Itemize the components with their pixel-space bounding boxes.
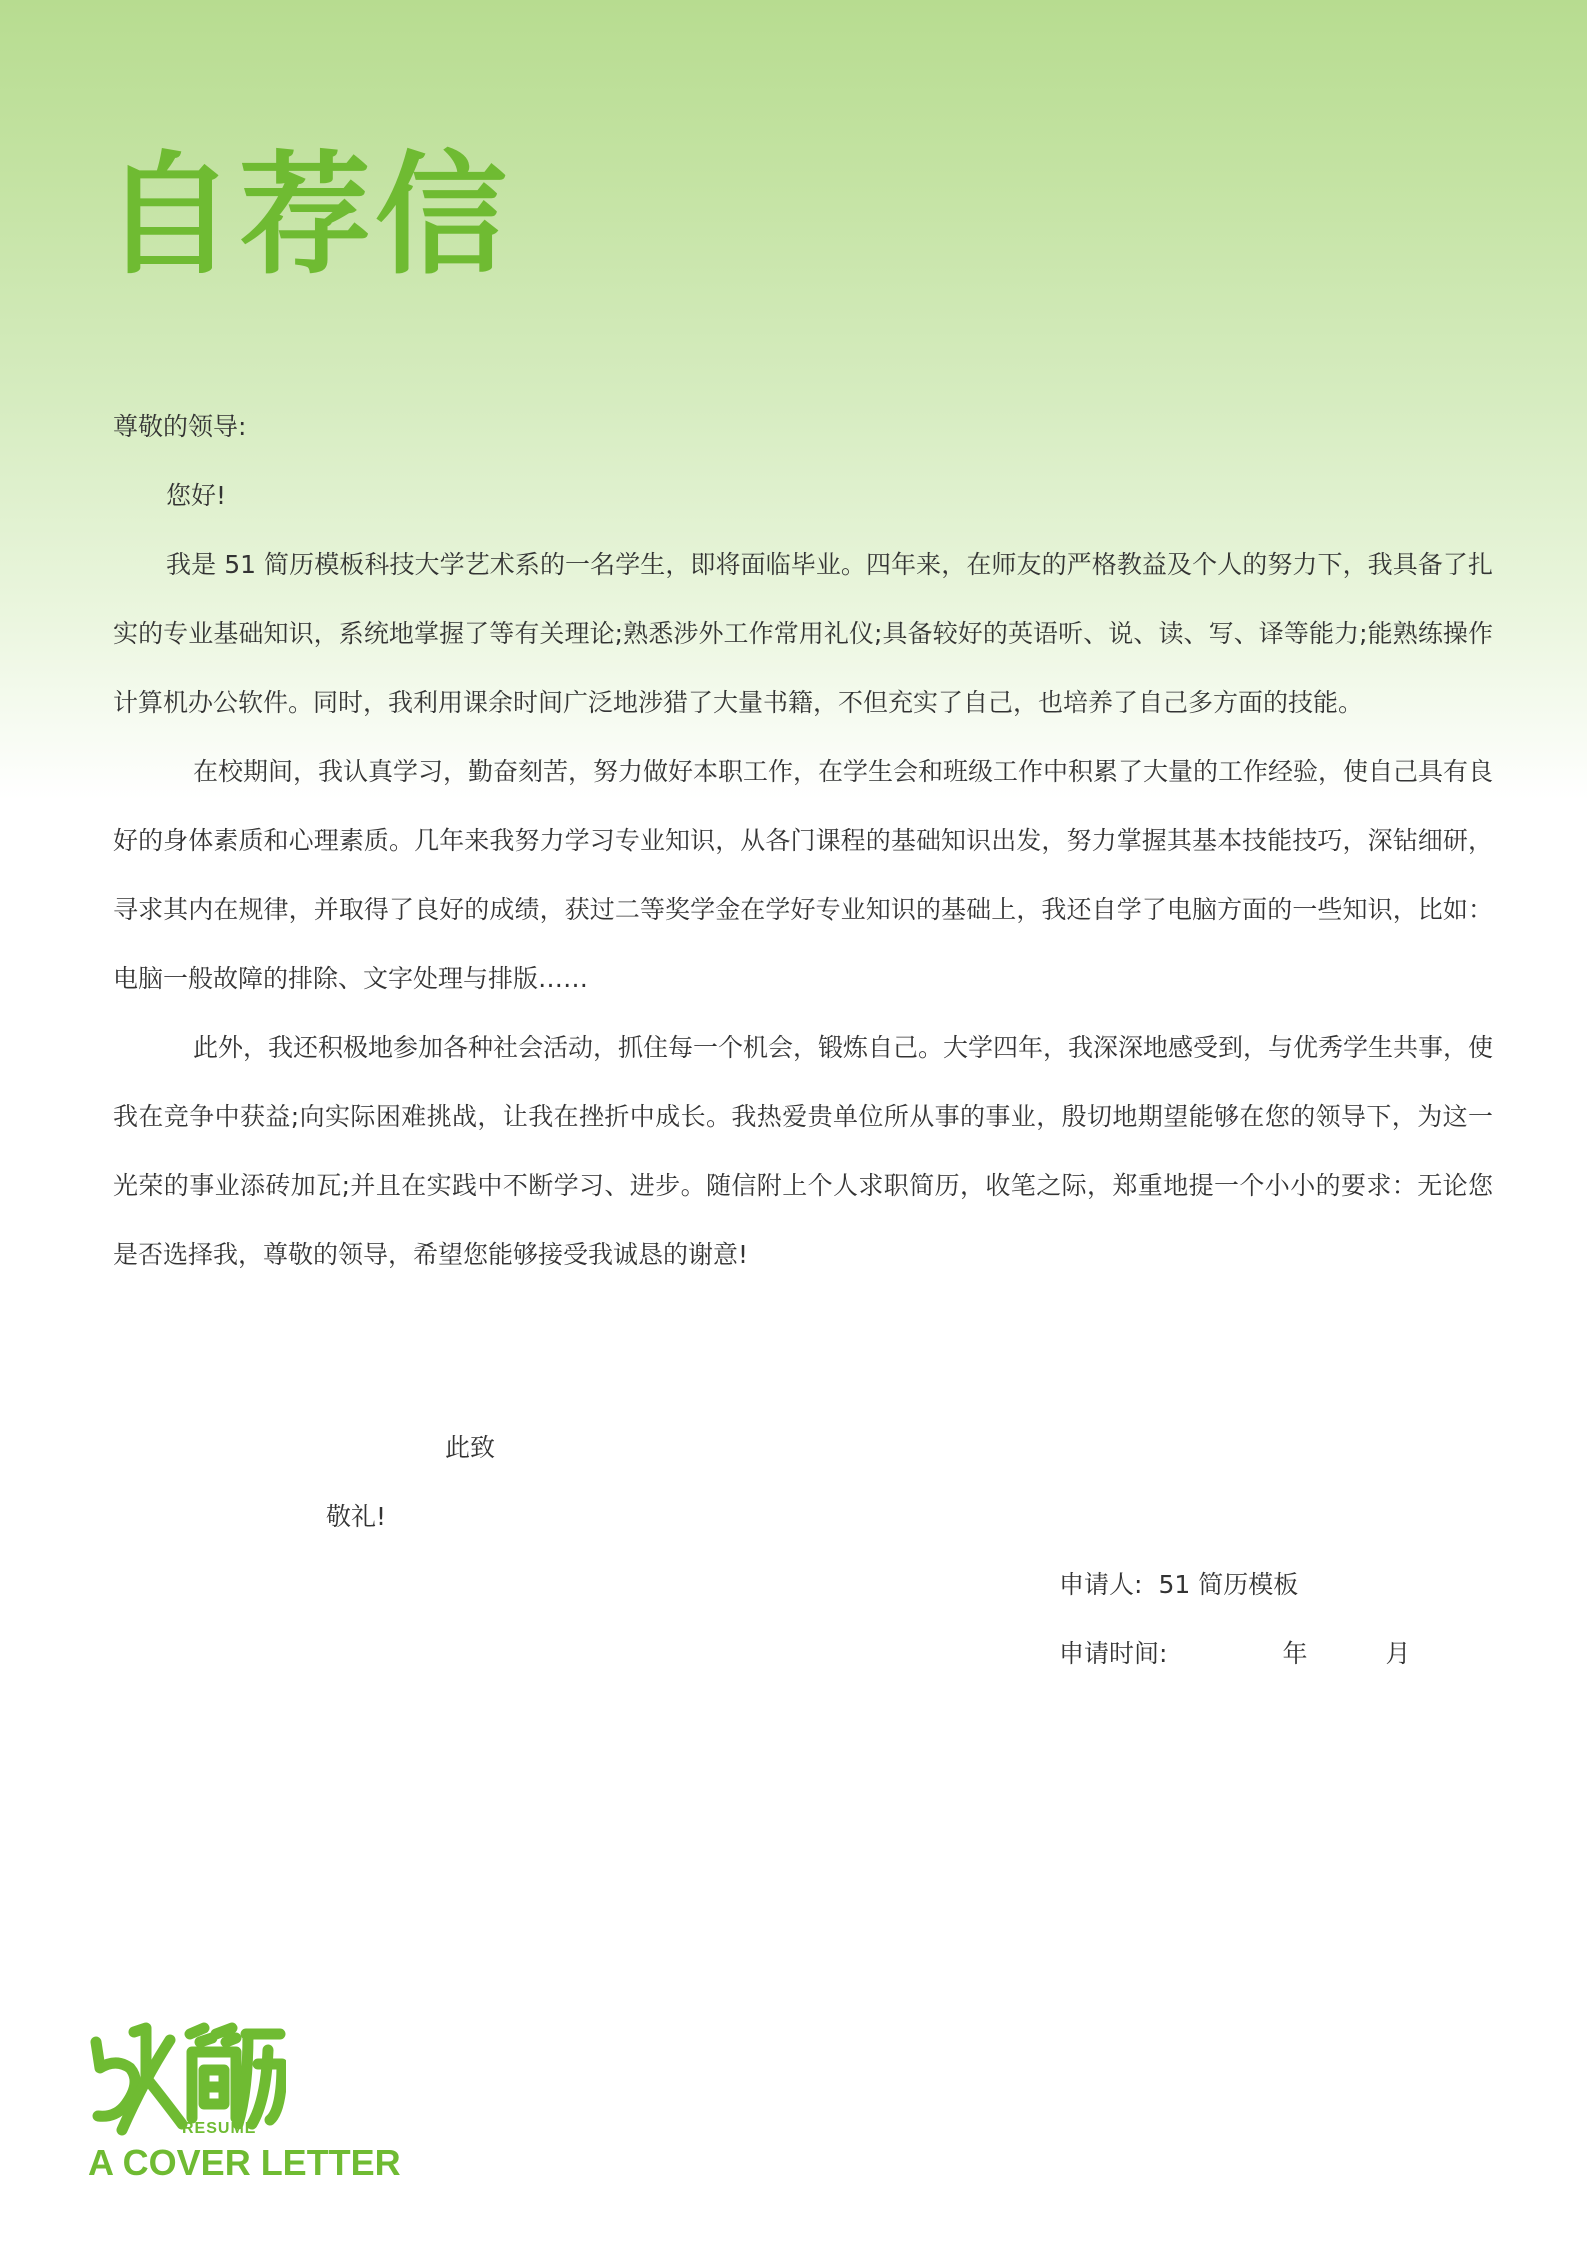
brand-logo [86, 2020, 406, 2190]
applicant-row [1059, 1550, 1410, 1619]
applicant-label: 申请人: [1059, 1570, 1143, 1599]
greeting: 您好! [166, 481, 227, 510]
date-label: 申请时间: [1059, 1639, 1168, 1668]
letter-body [113, 392, 1493, 1289]
paragraph-2: 在校期间，我认真学习，勤奋刻苦，努力做好本职工作，在学生会和班级工作中积累了大量的工作经验，使自己具有良好的身体素质和心理素质。几年来我努力学习专业知识，从各门课程的基础知识出发，努力掌握其基本技能技巧，深钻细研，寻求其内在规律，并取得了良好的成绩，获过二等奖学金在学好专业知识的基础上，我还自学了电脑方面的一些知识，比如：电脑一般故障的排除、文字处理与排版…… [113, 757, 1494, 993]
year-label: 年 [1282, 1639, 1308, 1668]
paragraph-1: 我是 51 简历模板科技大学艺术系的一名学生，即将面临毕业。四年来，在师友的严格教益及个人的努力下，我具备了扎实的专业基础知识，系统地掌握了等有关理论;熟悉涉外工作常用礼仪;具备较好的英语听、说、读、写、译等能力;能熟练操作计算机办公软件。同时，我利用课余时间广泛地涉猎了大量书籍，不但充实了自己，也培养了自己多方面的技能。 [113, 550, 1493, 717]
logo-tagline: A COVER LETTER [88, 2142, 401, 2183]
salutation: 尊敬的领导: [113, 412, 247, 441]
logo-resume-text: RESUME [182, 2120, 257, 2137]
month-label: 月 [1385, 1639, 1411, 1668]
closing-regards: 此致 [445, 1433, 496, 1462]
paragraph-3: 此外，我还积极地参加各种社会活动，抓住每一个机会，锻炼自己。大学四年，我深深地感受到，与优秀学生共事，使我在竞争中获益;向实际困难挑战，让我在挫折中成长。我热爱贵单位所从事的事业，殷切地期望能够在您的领导下，为这一光荣的事业添砖加瓦;并且在实践中不断学习、进步。随信附上个人求职简历，收笔之际，郑重地提一个小小的要求：无论您是否选择我，尊敬的领导，希望您能够接受我诚恳的谢意! [113, 1033, 1494, 1269]
closing-salute: 敬礼! [326, 1502, 387, 1531]
page-title: 自荐信 [103, 139, 511, 293]
applicant-name: 51 简历模板 [1158, 1570, 1299, 1599]
signature-block [1059, 1550, 1410, 1688]
date-row [1059, 1619, 1410, 1688]
